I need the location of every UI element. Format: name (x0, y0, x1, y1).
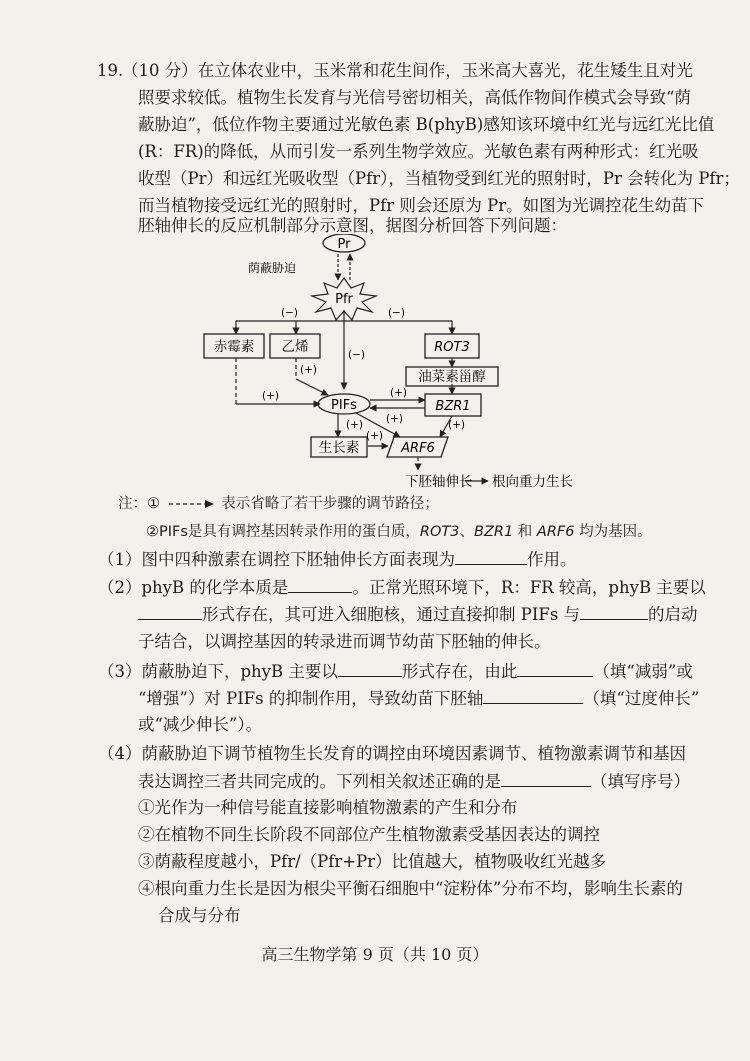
q2-text: （2）phyB 的化学本质是 (98, 578, 289, 597)
answer-blank-3b[interactable] (517, 661, 593, 677)
brassinosteroid-label: 油菜素甾醇 (418, 369, 486, 385)
note2-end: 均为基因。 (574, 524, 652, 540)
question-4-line2 (138, 771, 690, 792)
question-2-line1 (98, 577, 706, 598)
note2-sep: 、 (459, 524, 474, 540)
note2-and: 和 (513, 524, 537, 540)
sign-pos: (+) (300, 364, 317, 376)
question-2-line2 (138, 604, 698, 625)
q2-text: 。正常光照环境下，R：FR 较高，phyB 主要以 (352, 578, 706, 597)
q4-text: 表达调控三者共同完成的。下列相关叙述正确的是 (138, 772, 501, 791)
hypocotyl-label: 下胚轴伸长 (405, 474, 473, 490)
question-first-line: （10 分）在立体农业中，玉米常和花生间作，玉米高大喜光，花生矮生且对光 (122, 61, 693, 80)
pfr-label: Pfr (335, 292, 353, 307)
bzr1-label: BZR1 (435, 399, 471, 414)
option-4-continued: 合成与分布 (158, 906, 241, 925)
option-3: ③荫蔽程度越小，Pfr/（Pfr+Pr）比值越大，植物吸收红光越多 (138, 852, 607, 871)
option-2: ②在植物不同生长阶段不同部位产生植物激素受基因表达的调控 (138, 825, 600, 844)
sign-pos: (+) (346, 419, 363, 431)
gene-rot3: ROT3 (419, 524, 460, 540)
sign-pos: (+) (262, 390, 279, 402)
q3-text: 形式存在，由此 (401, 662, 518, 681)
q2-text: 形式存在，其可进入细胞核，通过直接抑制 PIFs 与 (202, 605, 581, 624)
sign-pos: (+) (366, 430, 383, 442)
q4-text: （填写序号） (591, 772, 690, 791)
answer-blank-2c[interactable] (580, 604, 648, 620)
q2-text: 的启动 (648, 605, 698, 624)
question-intro-line: 而当植物接受远红光的照射时，Pfr 则会还原为 Pr。如图为光调控花生幼苗下 (138, 196, 705, 215)
sign-neg: (−) (281, 307, 298, 319)
answer-blank-4[interactable] (501, 771, 591, 787)
question-intro-line: (R：FR)的降低，从而引发一系列生物学效应。光敏色素有两种形式：红光吸 (138, 142, 699, 161)
auxin-label: 生长素 (318, 440, 360, 456)
answer-blank-2a[interactable] (288, 577, 352, 593)
sign-pos: (+) (390, 387, 407, 399)
page-footer: 高三生物学第 9 页（共 10 页） (261, 945, 489, 964)
question-2-line3: 子结合，以调控基因的转录进而调节幼苗下胚轴的伸长。 (138, 632, 551, 651)
answer-blank-2b[interactable] (138, 604, 202, 620)
question-3-line2 (138, 688, 699, 709)
sign-pos: (+) (448, 419, 465, 431)
gibberellin-label: 赤霉素 (213, 339, 255, 355)
question-intro-line: 胚轴伸长的反应机制部分示意图，据图分析回答下列问题： (138, 216, 567, 235)
question-number: 19. (97, 61, 124, 80)
gene-bzr1: BZR1 (474, 524, 514, 540)
gravitropism-label: 根向重力生长 (492, 474, 573, 490)
q1-text-end: 作用。 (527, 550, 577, 569)
q1-text: （1）图中四种激素在调控下胚轴伸长方面表现为 (98, 550, 455, 569)
question-intro-line: 蔽胁迫”，低位作物主要通过光敏色素 B(phyB)感知该环境中红光与远红光比值 (138, 115, 715, 134)
note-1 (118, 494, 439, 514)
sign-pos: (+) (386, 413, 403, 425)
note1-text: 表示省略了若干步骤的调节路径； (221, 496, 439, 512)
arf6-label: ARF6 (401, 441, 435, 456)
question-3-line3: 或“减少伸长”）。 (138, 715, 263, 734)
option-1: ①光作为一种信号能直接影响植物激素的产生和分布 (138, 798, 518, 817)
gene-arf6: ARF6 (536, 524, 575, 540)
question-4-line1: （4）荫蔽胁迫下调节植物生长发育的调控由环境因素调节、植物激素调节和基因 (98, 744, 686, 763)
rot3-label: ROT3 (434, 340, 470, 355)
note1-prefix: 注：① (118, 496, 160, 512)
signaling-diagram (0, 234, 750, 494)
dashed-arrow-icon (165, 498, 217, 510)
ethylene-label: 乙烯 (281, 339, 309, 355)
question-intro-line: 收型（Pr）和远红光吸收型（Pfr），当植物受到红光的照射时，Pr 会转化为 Pfr； (138, 169, 740, 188)
q3-text: （填“过度伸长” (583, 689, 700, 708)
question-3-line1 (98, 661, 693, 682)
answer-blank-3a[interactable] (338, 661, 402, 677)
sign-neg: (−) (388, 307, 405, 319)
pifs-label: PIFs (331, 398, 357, 413)
question-1 (98, 549, 577, 570)
option-4: ④根向重力生长是因为根尖平衡石细胞中“淀粉体”分布不均，影响生长素的 (138, 879, 683, 898)
question-intro-line: 照要求较低。植物生长发育与光信号密切相关，高低作物间作模式会导致“荫 (138, 88, 691, 107)
q3-text: “增强”）对 PIFs 的抑制作用，导致幼苗下胚轴 (138, 689, 484, 708)
answer-blank-1[interactable] (455, 549, 527, 565)
answer-blank-3c[interactable] (483, 688, 583, 704)
sign-neg: (−) (348, 349, 365, 361)
q3-text: （填“减弱”或 (593, 662, 693, 681)
pr-label: Pr (337, 237, 351, 252)
q3-text: （3）荫蔽胁迫下，phyB 主要以 (98, 662, 338, 681)
note-2 (146, 522, 652, 542)
shade-stress-label: 荫蔽胁迫 (247, 261, 297, 275)
note2-text: ②PIFs是具有调控基因转录作用的蛋白质， (146, 524, 420, 540)
